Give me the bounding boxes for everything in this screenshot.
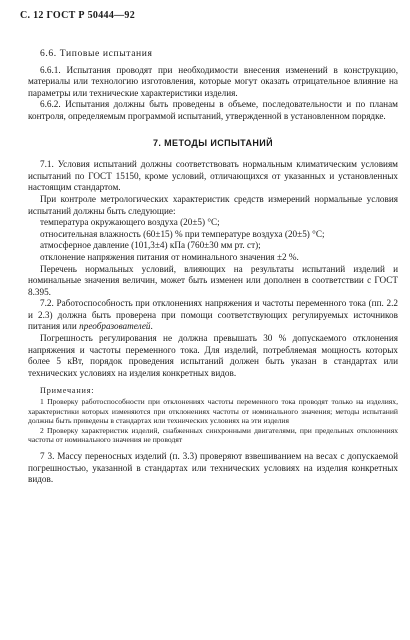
- note-1: 1 Проверку работоспособности при отклонениях частоты переменного тока проводят только на изделиях, характеристики которых изменяются при отклонениях частоты от номинального значения; методы испытаний должны быть приведены в стандартах или технических условиях на эти изделия: [28, 397, 398, 426]
- paragraph-error: Погрешность регулирования не должна превышать 30 % допускаемого отклонения напряжения и частоты переменного тока. Для изделий, потребляемая мощность которых более 5 кВт, порядок проведения испытаний должен быть указан в стандартах или технических условиях на изделия конкретных видов.: [28, 333, 398, 378]
- condition-voltage: отклонение напряжения питания от номинального значения ±2 %.: [40, 251, 299, 262]
- paragraph-7-2-end: .: [150, 321, 153, 332]
- condition-temperature: температура окружающего воздуха (20±5) °С;: [40, 217, 220, 228]
- paragraph-7-2-italic: преобразователей: [79, 321, 151, 332]
- paragraph-7-2: [28, 298, 398, 333]
- paragraph-6-6-1: 6.6.1. Испытания проводят при необходимости внесения изменений в конструкцию, материалы или технологию изготовления, которые могут оказать отрицательное влияние на параметры или технические характеристики изделия.: [28, 64, 398, 98]
- paragraph-7-3: 7 3. Массу переносных изделий (п. 3.3) проверяют взвешиванием на весах с допускаемой погрешностью, указанной в стандартах или технических условиях на изделия конкретных видов.: [28, 451, 398, 485]
- page-body: [28, 48, 398, 486]
- section-heading: 7. МЕТОДЫ ИСПЫТАНИЙ: [152, 137, 274, 148]
- subsection-heading: 6.6. Типовые испытания: [40, 48, 153, 59]
- condition-humidity: относительная влажность (60±15) % при температуре воздуха (20±5) °С;: [40, 228, 325, 239]
- page-header: С. 12 ГОСТ Р 50444—92: [20, 10, 136, 21]
- condition-pressure: атмосферное давление (101,3±4) кПа (760±30 мм рт. ст);: [40, 240, 261, 251]
- paragraph-7-1: 7.1. Условия испытаний должны соответствовать нормальным климатическим условиям испытаний по ГОСТ 15150, кроме условий, отличающихся от указанных и установленных настоящим стандартом.: [28, 159, 398, 193]
- paragraph-7-2-text: 7.2. Работоспособность при отклонениях напряжения и частоты переменного тока (пп. 2.2 и 2.3) должна быть проверена при помощи соответствующих регулируемых источников питания или: [28, 298, 398, 332]
- paragraph-metrology: При контроле метрологических характеристик средств измерений нормальные условия испытаний должны быть следующие:: [28, 193, 398, 216]
- notes-heading: Примечания:: [40, 386, 95, 396]
- note-2: 2 Проверку характеристик изделий, снабженных синхронными двигателями, при предельных отклонениях частоты от номинального значения не проводят: [28, 425, 398, 445]
- paragraph-6-6-2: 6.6.2. Испытания должны быть проведены в объеме, последовательности и по планам контроля, определяемым программой испытаний, утвержденной в установленном порядке.: [28, 99, 398, 121]
- paragraph-conditions-list: Перечень нормальных условий, влияющих на результаты испытаний изделий и номинальные значения величин, может быть изменен или дополнен в соответствии с ГОСТ 8.395.: [28, 263, 398, 297]
